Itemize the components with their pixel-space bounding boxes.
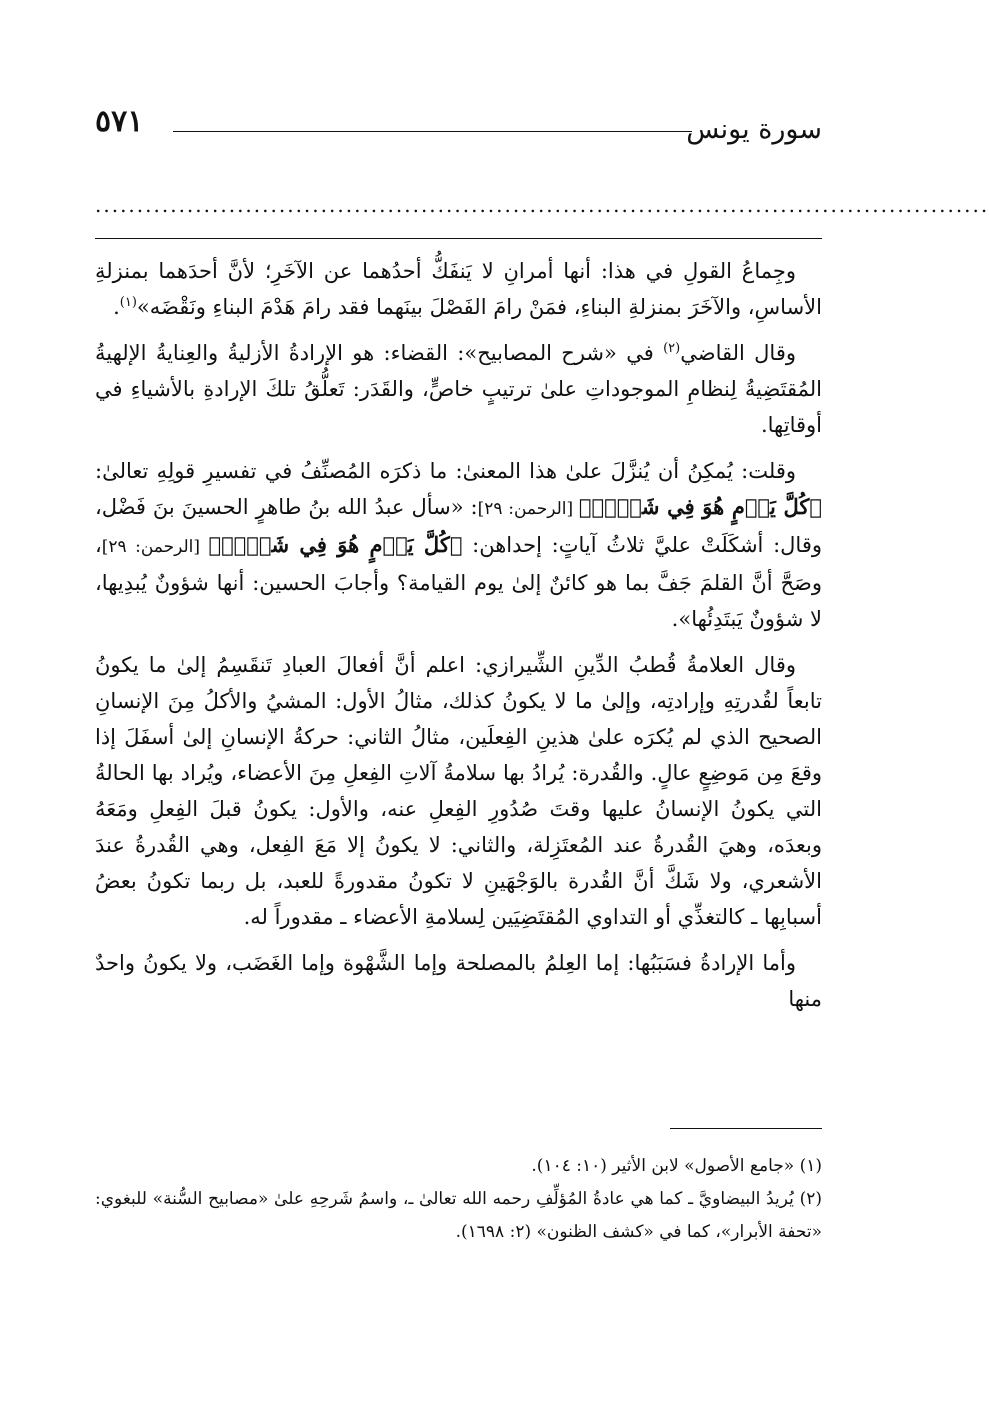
page-number: ٥٧١	[95, 104, 144, 139]
footnotes	[95, 1150, 822, 1249]
main-text	[95, 253, 822, 1123]
paragraph-2-text-b: في «شرح المصابيح»: القضاء: هو الإرادةُ الأزليةُ والعِنايةُ الإلهيةُ المُقتَضِيةُ لِنظامِ الموجوداتِ علىٰ ترتيبٍ خاصٍّ، والقَدَر: تَعلُّقُ تلكَ الإرادةِ بالأشياءِ في أوقاتِها.	[95, 341, 822, 437]
paragraph-1-text: وجِماعُ القولِ في هذا: أنها أمرانِ لا يَنفَكُّ أحدُهما عن الآخَرِ؛ لأنَّ أحدَهما بمنزلةِ الأساسِ، والآخَرَ بمنزلةِ البناءِ، فمَنْ رامَ الفَصْلَ بينَهما فقد رامَ هَدْمَ البناءِ ونَقْضَه»	[95, 259, 822, 319]
dotted-separator: ...........................................................................................................	[95, 193, 989, 217]
footnote-1: (١) «جامع الأصول» لابن الأثير (١٠: ١٠٤).	[531, 1156, 822, 1176]
footnote-ref-1[interactable]: (١)	[119, 295, 137, 310]
footnote-rule	[670, 1128, 822, 1129]
paragraph-3-text-b: : «سأل عبدُ الله بنُ طاهرٍ الحسينَ بنَ فَضْل، وقال: أشكَلَتْ عليَّ ثلاثُ آياتٍ: إحداهن:	[95, 495, 822, 557]
footnote-ref-2[interactable]: (٢)	[663, 341, 681, 356]
citation-2: [الرحمن: ٢٩]	[101, 537, 209, 557]
quran-verse-2: ﴿كُلَّ يَوۡمٍ هُوَ فِي شَأۡنٖ﴾	[208, 532, 463, 557]
surah-title: سورة يونس	[686, 114, 822, 145]
quran-verse-1: ﴿كُلَّ يَوۡمٍ هُوَ فِي شَأۡنٖ﴾	[578, 494, 823, 519]
paragraph-2-text-a: وقال القاضي	[680, 341, 796, 365]
paragraph-4: وقال العلامةُ قُطبُ الدِّينِ الشِّيرازي: اعلم أنَّ أفعالَ العبادِ تَنقَسِمُ إلىٰ ما يكونُ تابعاً لقُدرتِهِ وإرادتِه، وإلىٰ ما لا يكونُ كذلك، مثالُ الأول: المشيُ والأكلُ مِنَ الإنسانِ الصحيح الذي لم يُكرَه علىٰ هذينِ الفِعلَين، مثالُ الثاني: حركةُ الإنسانِ إلىٰ أسفَلَ إذا وقعَ مِن مَوضِعٍ عالٍ. والقُدرة: يُرادُ بها سلامةُ آلاتِ الفِعلِ مِنَ الأعضاء، ويُراد بها الحالةُ التي يكونُ الإنسانُ عليها وقتَ صُدُورِ الفِعلِ عنه، والأول: يكونُ قبلَ الفِعلِ ومَعَهُ وبعدَه، وهيَ القُدرةُ عند المُعتَزِلة، والثاني: لا يكونُ إلا مَعَ الفِعل، وهي القُدرةُ عندَ الأشعري، ولا شَكَّ أنَّ القُدرة بالوَجْهَينِ لا تكونُ مقدورةً للعبد، بل ربما تكونُ بعضُ أسبابِها ـ كالتغذِّي أو التداوي المُقتَضِيَين لِسلامةِ الأعضاء ـ مقدوراً له.	[95, 653, 822, 929]
paragraph-3	[95, 453, 822, 637]
running-header	[95, 100, 822, 150]
paragraph-1	[95, 253, 822, 325]
paragraph-2	[95, 335, 822, 443]
paragraph-5: وأما الإرادةُ فسَبَبُها: إما العِلمُ بالمصلحة وإما الشَّهْوة وإما الغَضَب، ولا يكونُ واحدٌ منها	[95, 951, 822, 1011]
header-rule	[173, 131, 692, 132]
paragraph-3-text-a: وقلت: يُمكِنُ أن يُنزَّلَ علىٰ هذا المعنىٰ: ما ذكرَه المُصنِّفُ في تفسيرِ قولِهِ تعالىٰ:	[95, 459, 796, 483]
top-rule	[95, 238, 822, 239]
citation-1: [الرحمن: ٢٩]	[477, 499, 579, 519]
paragraph-3-text-c: ، وصَحَّ أنَّ القلمَ جَفَّ بما هو كائنٌ إلىٰ يوم القيامة؟ وأجابَ الحسين: أنها شؤونٌ يُبدِيها، لا شؤونٌ يَبتَدِئُها».	[95, 533, 822, 631]
paragraph-1-end: .	[113, 295, 120, 319]
footnote-2: (٢) يُريدُ البيضاويَّ ـ كما هي عادةُ المُؤلِّفِ رحمه الله تعالىٰ ـ، واسمُ شَرحِهِ علىٰ «مصابيح السُّنة» للبغوي: «تحفة الأبرار»، كما في «كشف الظنون» (٢: ١٦٩٨).	[95, 1189, 822, 1242]
